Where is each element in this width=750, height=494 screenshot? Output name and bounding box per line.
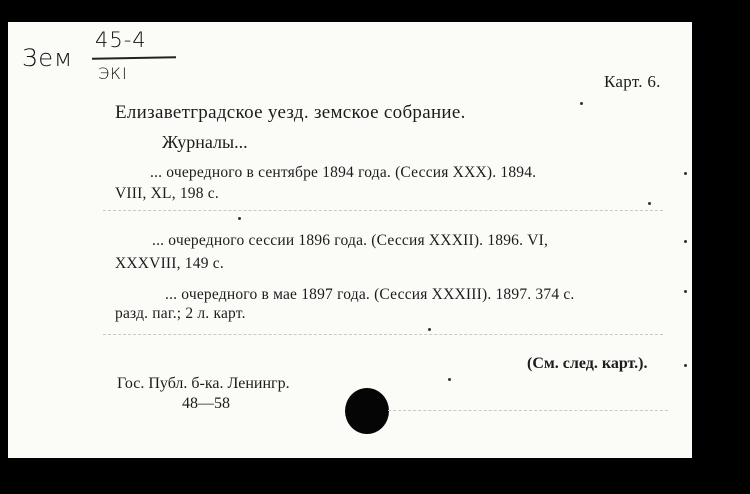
call-number-numerator: 45-4 (95, 28, 147, 52)
faint-rule (103, 210, 663, 212)
call-number-fraction-bar (92, 56, 176, 59)
speck (580, 102, 583, 105)
card-heading: Елизаветградское уезд. земское собрание. (115, 102, 466, 123)
library-name: Гос. Публ. б-ка. Ленингр. (117, 375, 290, 392)
speck (448, 378, 451, 381)
speck (238, 217, 241, 220)
card-subheading: Журналы... (162, 132, 248, 152)
speck (684, 240, 687, 243)
faint-rule (103, 334, 663, 336)
catalog-card (8, 22, 692, 458)
call-number-main: Зем (22, 44, 74, 72)
speck (684, 364, 687, 367)
entry-line: XXXVIII, 149 с. (115, 255, 224, 272)
faint-rule (388, 410, 668, 412)
entry-line: ... очередного сессии 1896 года. (Сессия XXXII). 1896. VI, (152, 232, 549, 249)
speck (648, 202, 651, 205)
continuation-note: (См. след. карт.). (527, 355, 648, 372)
card-number: Карт. 6. (604, 72, 661, 91)
entry-line: ... очередного в мае 1897 года. (Сессия XXXIII). 1897. 374 с. (165, 286, 575, 303)
punch-hole-stamp (345, 388, 389, 434)
call-number-denominator: ЭКІ (98, 64, 128, 83)
speck (684, 290, 687, 293)
speck (684, 172, 687, 175)
entry-line: разд. паг.; 2 л. карт. (115, 305, 246, 322)
entry-line: ... очередного в сентябре 1894 года. (Сессия XXX). 1894. (150, 164, 537, 181)
speck (428, 328, 431, 331)
library-number: 48—58 (182, 395, 230, 412)
entry-line: VIII, XL, 198 с. (115, 185, 219, 202)
